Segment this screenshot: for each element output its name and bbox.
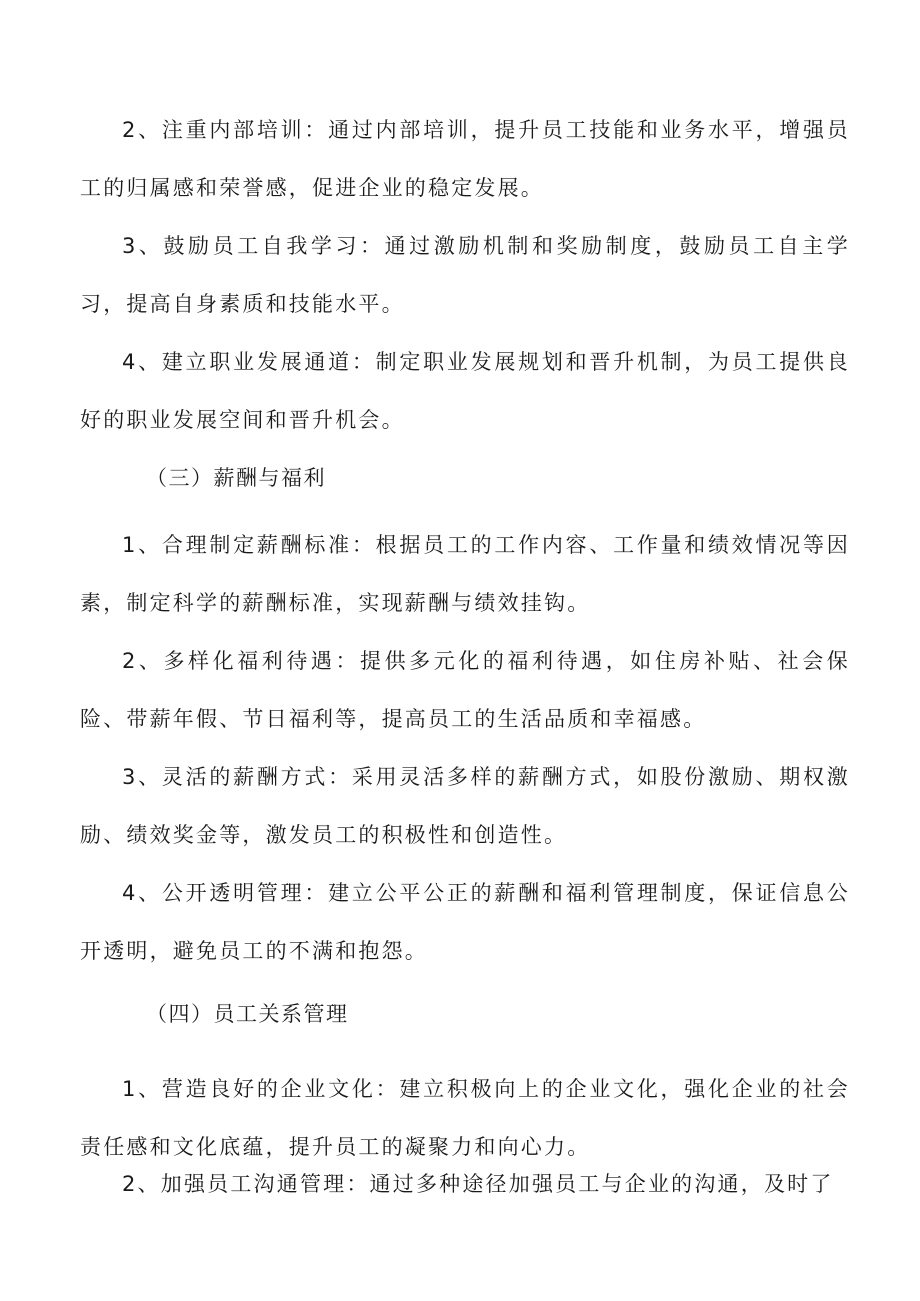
paragraph-flexible-pay: 3、灵活的薪酬方式：采用灵活多样的薪酬方式，如股份激励、期权激励、绩效奖金等，激发员工的积极性和创造性。 — [80, 765, 850, 847]
section-heading-compensation: （三）薪酬与福利 — [146, 466, 326, 490]
paragraph-benefits: 2、多样化福利待遇：提供多元化的福利待遇，如住房补贴、社会保险、带薪年假、节日福利等，提高员工的生活品质和幸福感。 — [80, 649, 850, 731]
paragraph-corporate-culture: 1、营造良好的企业文化：建立积极向上的企业文化，强化企业的社会责任感和文化底蕴，提升员工的凝聚力和向心力。 — [80, 1077, 850, 1159]
paragraph-communication: 2、加强员工沟通管理：通过多种途径加强员工与企业的沟通，及时了 — [122, 1172, 834, 1196]
paragraph-salary-standard: 1、合理制定薪酬标准：根据员工的工作内容、工作量和绩效情况等因素，制定科学的薪酬标准，实现薪酬与绩效挂钩。 — [80, 533, 850, 615]
paragraph-self-learning: 3、鼓励员工自我学习：通过激励机制和奖励制度，鼓励员工自主学习，提高自身素质和技能水平。 — [80, 234, 850, 316]
paragraph-career-path: 4、建立职业发展通道：制定职业发展规划和晋升机制，为员工提供良好的职业发展空间和晋升机会。 — [80, 350, 850, 432]
paragraph-internal-training: 2、注重内部培训：通过内部培训，提升员工技能和业务水平，增强员工的归属感和荣誉感，促进企业的稳定发展。 — [80, 118, 850, 200]
section-heading-employee-relations: （四）员工关系管理 — [146, 1002, 349, 1026]
paragraph-transparent-management: 4、公开透明管理：建立公平公正的薪酬和福利管理制度，保证信息公开透明，避免员工的不满和抱怨。 — [80, 881, 850, 963]
